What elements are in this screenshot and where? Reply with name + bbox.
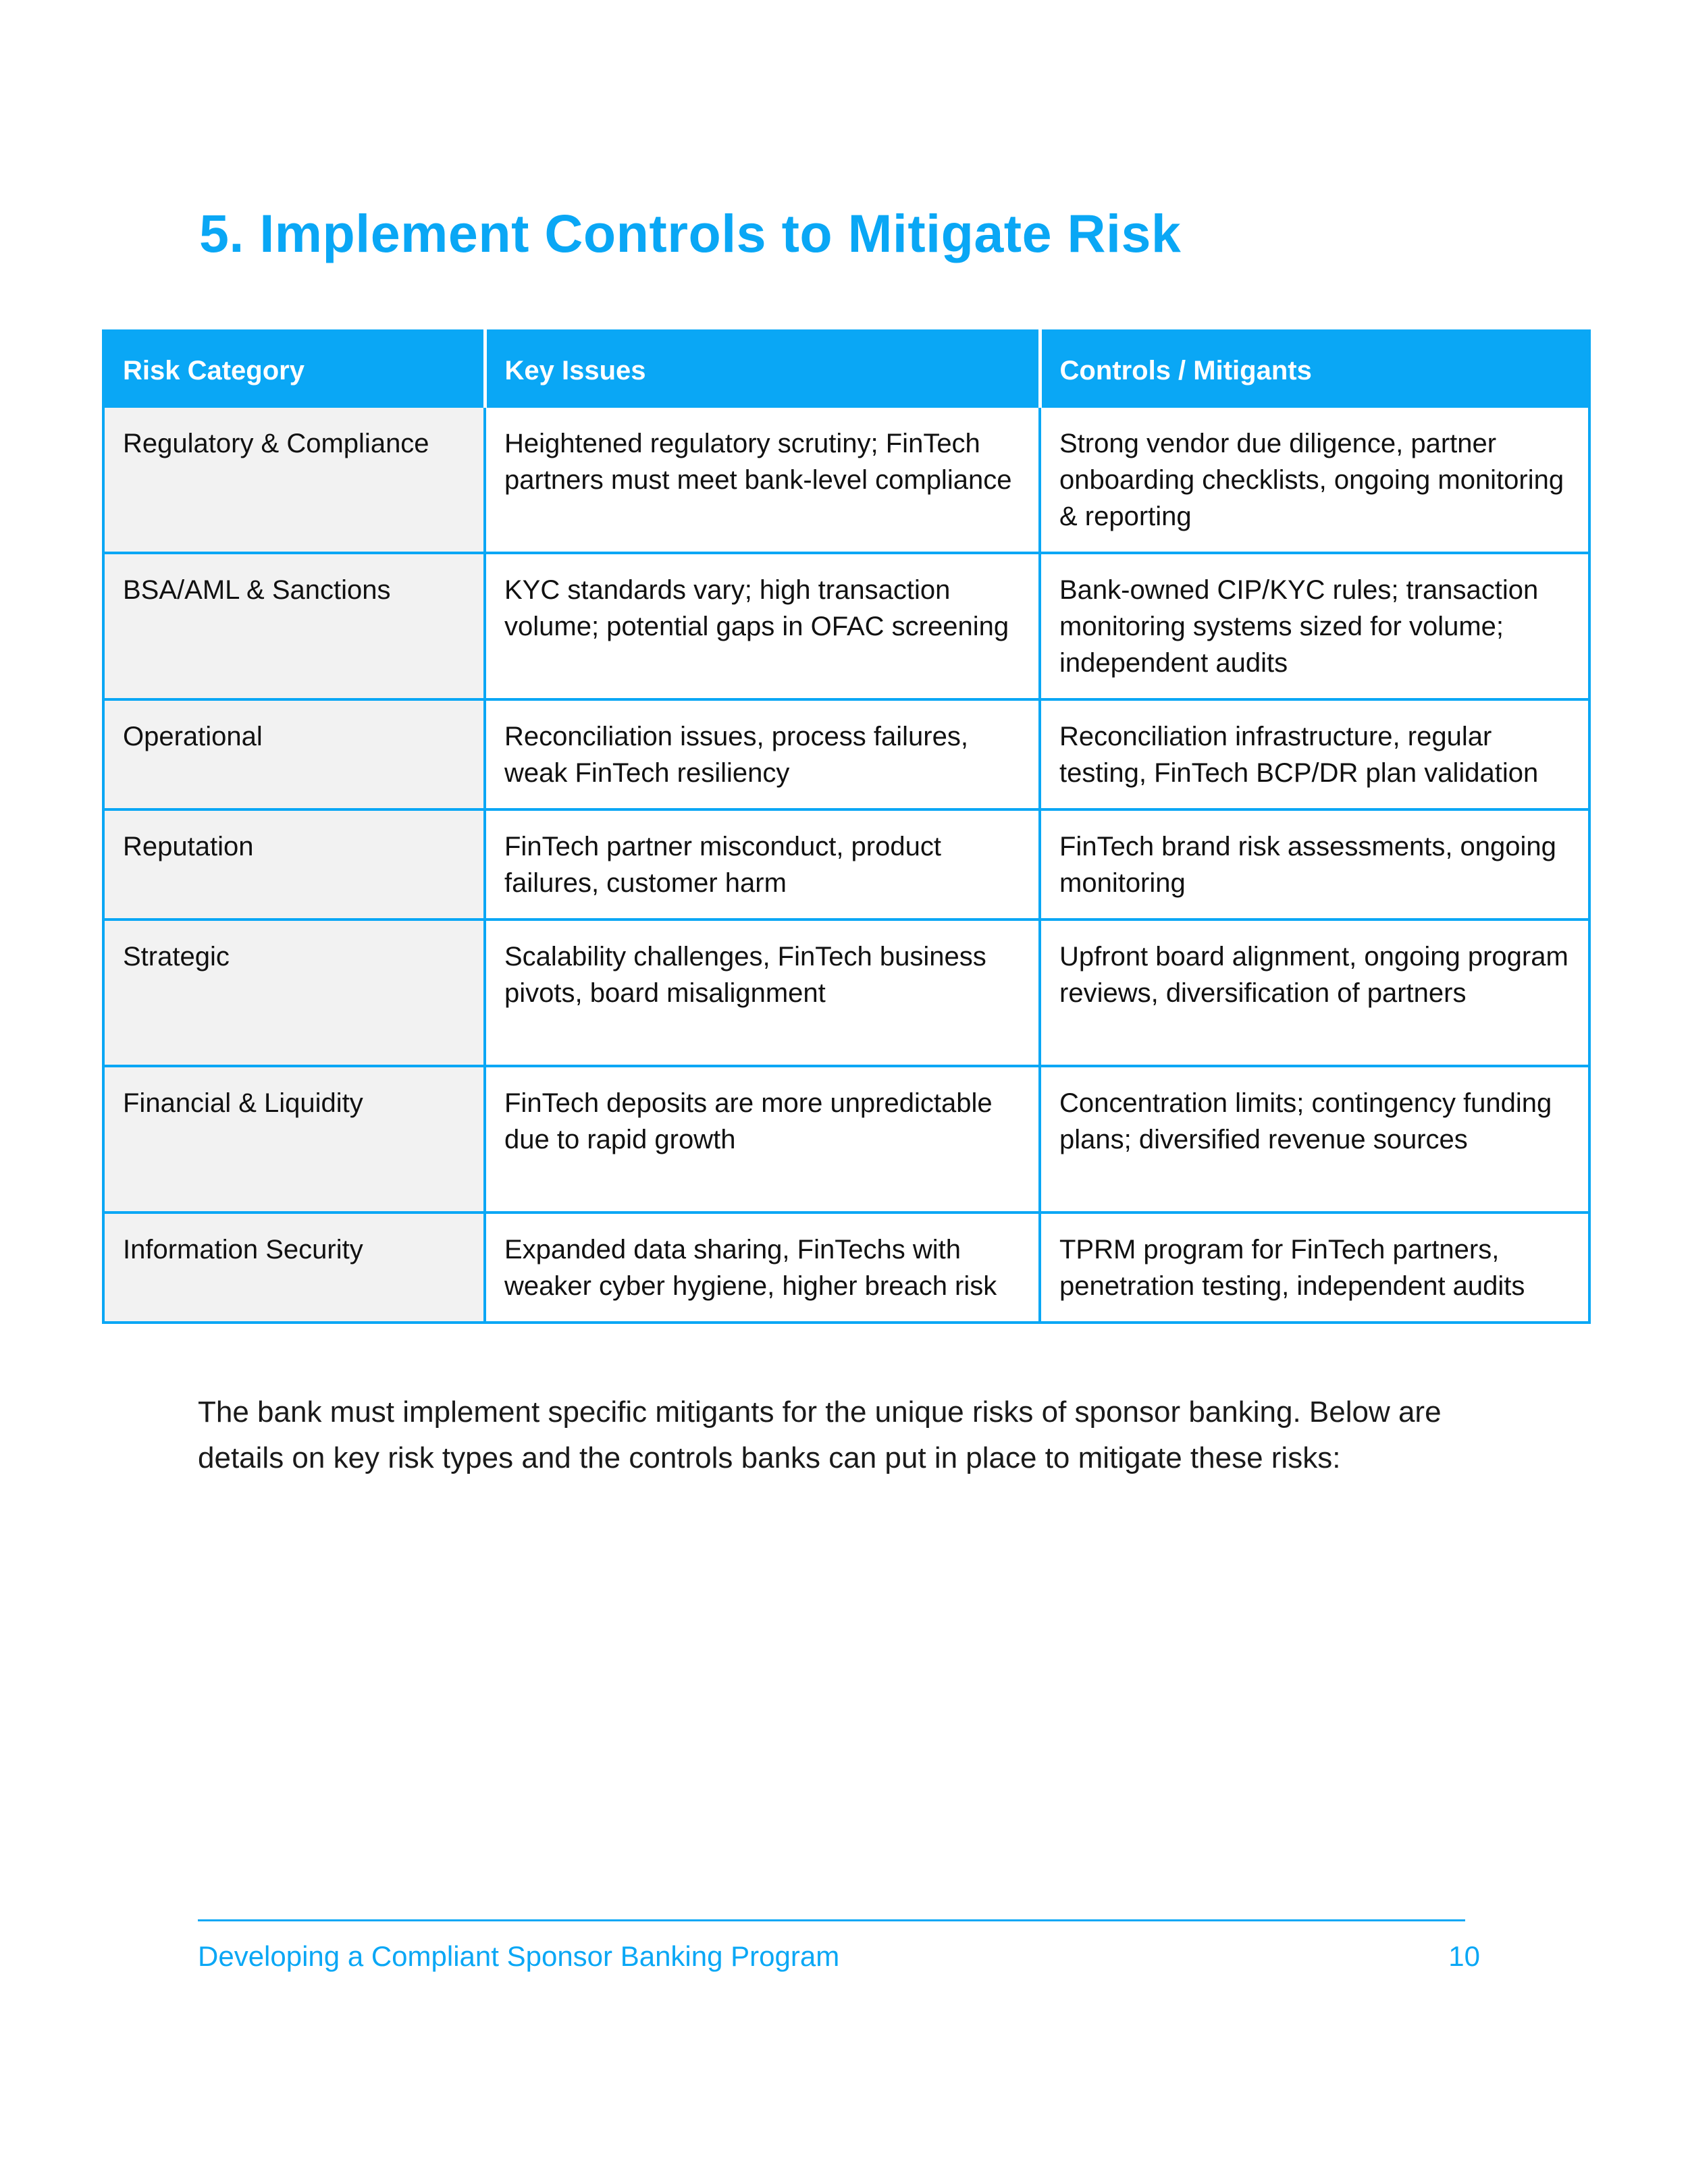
header-risk-category: Risk Category <box>103 331 485 406</box>
controls-cell: Reconciliation infrastructure, regular testing, FinTech BCP/DR plan validation <box>1040 699 1589 809</box>
risk-controls-table <box>102 329 1591 1324</box>
risk-category-cell: Regulatory & Compliance <box>103 406 485 553</box>
header-key-issues: Key Issues <box>485 331 1040 406</box>
section-title: 5. Implement Controls to Mitigate Risk <box>199 203 1182 263</box>
table-row <box>103 920 1589 1066</box>
intro-paragraph: The bank must implement specific mitigants for the unique risks of sponsor banking. Below are details on key risk types and the controls banks can put in place to mitigate these risks: <box>198 1395 1442 1474</box>
risk-category-cell: BSA/AML & Sanctions <box>103 553 485 699</box>
footer-document-title: Developing a Compliant Sponsor Banking Program <box>198 1940 840 1972</box>
header-controls-mitigants: Controls / Mitigants <box>1040 331 1589 406</box>
key-issues-cell: Heightened regulatory scrutiny; FinTech partners must meet bank-level compliance <box>485 406 1040 553</box>
controls-cell: FinTech brand risk assessments, ongoing monitoring <box>1040 809 1589 920</box>
table-row <box>103 699 1589 809</box>
key-issues-cell: FinTech deposits are more unpredictable due to rapid growth <box>485 1066 1040 1213</box>
table-header-row <box>103 331 1589 406</box>
key-issues-cell: FinTech partner misconduct, product failures, customer harm <box>485 809 1040 920</box>
risk-category-cell: Operational <box>103 699 485 809</box>
risk-category-cell: Strategic <box>103 920 485 1066</box>
controls-cell: Upfront board alignment, ongoing program reviews, diversification of partners <box>1040 920 1589 1066</box>
key-issues-cell: Scalability challenges, FinTech business pivots, board misalignment <box>485 920 1040 1066</box>
page-number: 10 <box>1448 1940 1480 1972</box>
table-row <box>103 809 1589 920</box>
controls-cell: Concentration limits; contingency funding plans; diversified revenue sources <box>1040 1066 1589 1213</box>
risk-category-cell: Reputation <box>103 809 485 920</box>
footer-divider <box>198 1919 1465 1921</box>
key-issues-cell: Expanded data sharing, FinTechs with weaker cyber hygiene, higher breach risk <box>485 1213 1040 1323</box>
risk-category-cell: Information Security <box>103 1213 485 1323</box>
table-row <box>103 1213 1589 1323</box>
key-issues-cell: Reconciliation issues, process failures, weak FinTech resiliency <box>485 699 1040 809</box>
controls-cell: Strong vendor due diligence, partner onboarding checklists, ongoing monitoring & reporting <box>1040 406 1589 553</box>
controls-cell: Bank-owned CIP/KYC rules; transaction monitoring systems sized for volume; independent audits <box>1040 553 1589 699</box>
key-issues-cell: KYC standards vary; high transaction volume; potential gaps in OFAC screening <box>485 553 1040 699</box>
risk-category-cell: Financial & Liquidity <box>103 1066 485 1213</box>
table-row <box>103 1066 1589 1213</box>
table-row <box>103 553 1589 699</box>
controls-cell: TPRM program for FinTech partners, penetration testing, independent audits <box>1040 1213 1589 1323</box>
table-row <box>103 406 1589 553</box>
